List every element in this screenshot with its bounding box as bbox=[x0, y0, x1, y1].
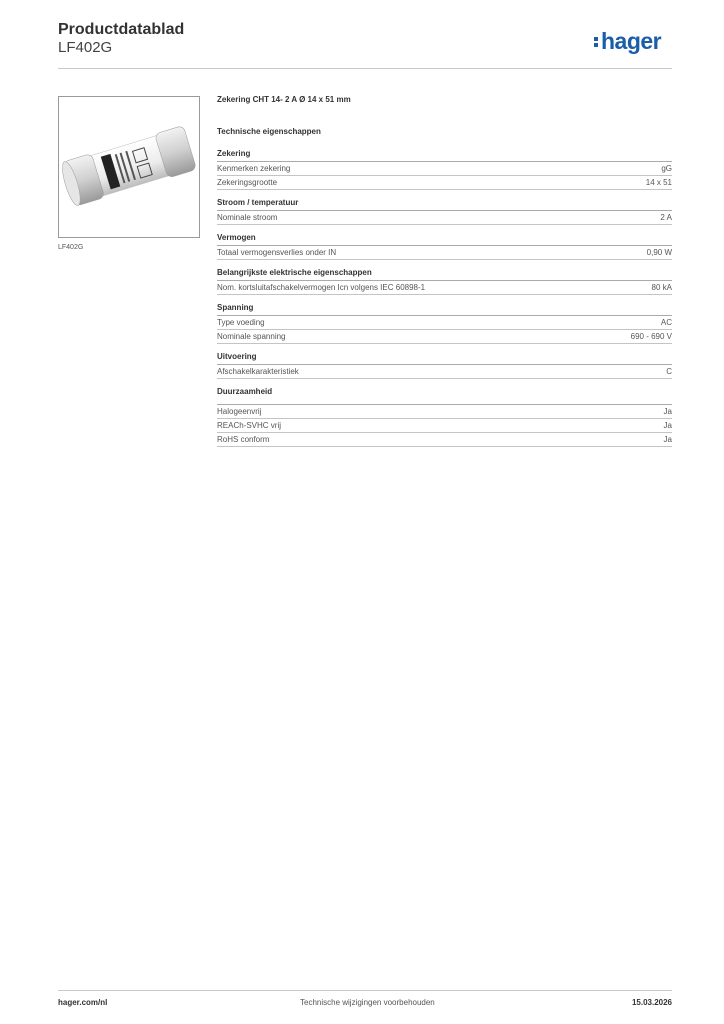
group-title: Duurzaamheid bbox=[217, 387, 273, 396]
group-title: Zekering bbox=[217, 149, 672, 162]
spec-value: Ja bbox=[663, 407, 672, 416]
group-title: Belangrijkste elektrische eigenschappen bbox=[217, 268, 672, 281]
spec-value: 0,90 W bbox=[646, 248, 672, 257]
spec-row bbox=[217, 419, 672, 433]
spec-row bbox=[217, 316, 672, 330]
spec-value: AC bbox=[660, 318, 672, 327]
spec-row bbox=[217, 405, 672, 419]
spec-row bbox=[217, 176, 672, 190]
header-divider bbox=[58, 68, 672, 69]
spec-group-uitvoering bbox=[217, 352, 672, 379]
spec-content bbox=[217, 95, 672, 455]
hager-logo bbox=[594, 28, 661, 55]
spec-label: Halogeenvrij bbox=[217, 407, 262, 416]
spec-group-zekering bbox=[217, 149, 672, 190]
spec-label: Type voeding bbox=[217, 318, 265, 327]
spec-group-elektrisch bbox=[217, 268, 672, 295]
spec-group-duurzaamheid bbox=[217, 387, 672, 447]
fuse-image-icon bbox=[59, 97, 199, 237]
spec-row bbox=[217, 433, 672, 447]
spec-group-vermogen bbox=[217, 233, 672, 260]
product-title: Zekering CHT 14- 2 A Ø 14 x 51 mm bbox=[217, 95, 351, 104]
product-code: LF402G bbox=[58, 39, 113, 56]
spec-value: Ja bbox=[663, 435, 672, 444]
spec-label: Zekeringsgrootte bbox=[217, 178, 278, 187]
spec-value: 80 kA bbox=[651, 283, 672, 292]
footer-divider bbox=[58, 990, 672, 991]
logo-dots-icon bbox=[594, 35, 599, 49]
spec-label: Afschakelkarakteristiek bbox=[217, 367, 299, 376]
image-caption: LF402G bbox=[58, 244, 84, 251]
footer-website: hager.com/nl bbox=[58, 998, 108, 1007]
page-title: Productdatablad bbox=[58, 21, 185, 38]
group-title: Uitvoering bbox=[217, 352, 672, 365]
footer-disclaimer: Technische wijzigingen voorbehouden bbox=[300, 998, 435, 1007]
group-title: Vermogen bbox=[217, 233, 672, 246]
product-image bbox=[58, 96, 200, 238]
spec-value: gG bbox=[661, 164, 672, 173]
spec-group-spanning bbox=[217, 303, 672, 344]
footer-date: 15.03.2026 bbox=[631, 998, 672, 1007]
spec-value: 2 A bbox=[660, 213, 672, 222]
spec-row bbox=[217, 281, 672, 295]
spec-label: Nom. kortsluitafschakelvermogen Icn volgens IEC 60898-1 bbox=[217, 283, 426, 292]
spec-label: Nominale stroom bbox=[217, 213, 278, 222]
logo-text: hager bbox=[601, 28, 662, 54]
spec-row bbox=[217, 330, 672, 344]
spec-value: 14 x 51 bbox=[645, 178, 672, 187]
spec-value: 690 - 690 V bbox=[630, 332, 672, 341]
spec-row bbox=[217, 211, 672, 225]
group-title: Spanning bbox=[217, 303, 672, 316]
spec-row bbox=[217, 246, 672, 260]
group-title: Stroom / temperatuur bbox=[217, 198, 672, 211]
technical-properties-title: Technische eigenschappen bbox=[217, 127, 321, 136]
spec-value: Ja bbox=[663, 421, 672, 430]
spec-row bbox=[217, 365, 672, 379]
spec-row bbox=[217, 162, 672, 176]
spec-label: RoHS conform bbox=[217, 435, 270, 444]
spec-value: C bbox=[666, 367, 672, 376]
spec-label: Totaal vermogensverlies onder IN bbox=[217, 248, 337, 257]
spec-group-stroom bbox=[217, 198, 672, 225]
spec-label: Nominale spanning bbox=[217, 332, 286, 341]
spec-label: Kenmerken zekering bbox=[217, 164, 291, 173]
spec-label: REACh-SVHC vrij bbox=[217, 421, 282, 430]
